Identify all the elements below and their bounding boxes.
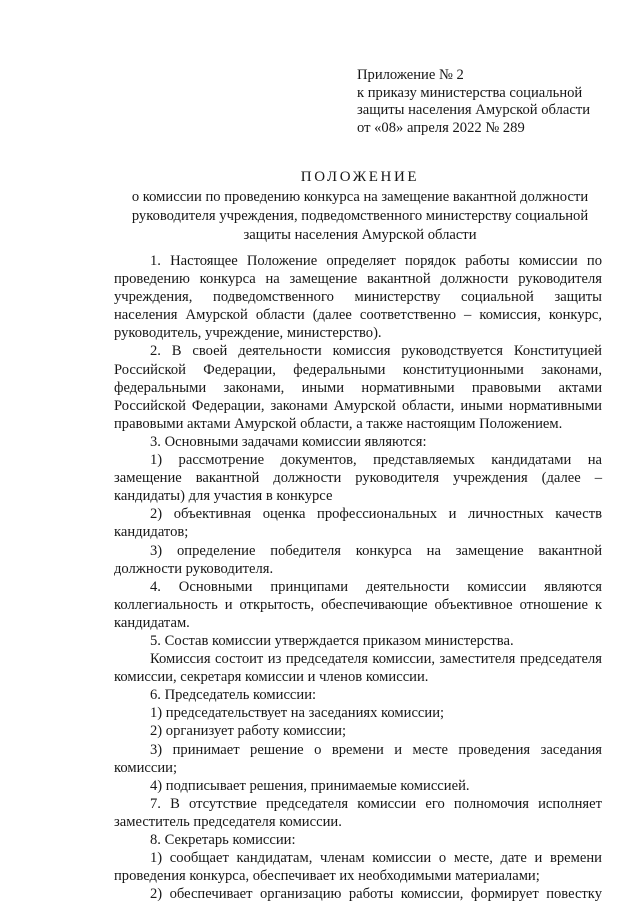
body-line: 3) принимает решение о времени и месте проведения заседания xyxy=(150,741,602,758)
body-line: правовыми актами Амурской области, а также настоящим Положением. xyxy=(114,415,563,432)
body-line: 2) объективная оценка профессиональных и личностных качеств xyxy=(150,506,602,523)
body-line: 7. В отсутствие председателя комиссии его полномочия исполняет xyxy=(150,795,602,812)
body-line: комиссии; xyxy=(114,759,178,776)
body-line: 2) обеспечивает организацию работы комиссии, формирует повестку xyxy=(150,886,602,903)
body-line: комиссии, секретаря комиссии и членов комиссии. xyxy=(114,669,429,686)
document-body xyxy=(114,252,602,903)
body-line: должности руководителя. xyxy=(114,560,274,577)
document-subtitle xyxy=(0,188,640,245)
subtitle-line: о комиссии по проведению конкурса на замещение вакантной должности xyxy=(131,189,589,205)
body-line: 1) сообщает кандидатам, членам комиссии о месте, дате и времени xyxy=(150,850,602,867)
body-line: 1) председательствует на заседаниях комиссии; xyxy=(150,705,445,722)
body-line: 2. В своей деятельности комиссия руководствуется Конституцией xyxy=(150,343,602,360)
body-line: руководитель, учреждение, министерство). xyxy=(114,325,382,342)
body-line: федеральными законами, иными нормативными правовыми актами xyxy=(114,379,602,396)
body-line: 6. Председатель комиссии: xyxy=(150,687,317,704)
body-line: коллегиальность и открытость, обеспечивающие объективное отношение к xyxy=(114,596,602,613)
document-title: ПОЛОЖЕНИЕ xyxy=(300,169,420,185)
body-line: кандидаты) для участия в конкурсе xyxy=(114,488,333,505)
body-line: Российской Федерации, законами Амурской области, иными нормативными xyxy=(114,397,602,414)
body-line: кандидатов; xyxy=(114,524,189,541)
appendix-line: от «08» апреля 2022 № 289 xyxy=(357,119,525,136)
body-line: учреждения, подведомственного министерству социальной защиты xyxy=(114,289,602,306)
subtitle-line: защиты населения Амурской области xyxy=(243,227,477,243)
body-line: 8. Секретарь комиссии: xyxy=(150,832,296,848)
body-line: населения Амурской области (далее соответственно – комиссия, конкурс, xyxy=(114,307,602,324)
body-line: 3. Основными задачами комиссии являются: xyxy=(150,433,427,450)
body-line: замещение вакантной должности руководителя учреждения (далее – xyxy=(114,470,602,487)
appendix-line: к приказу министерства социальной xyxy=(357,84,583,101)
body-line: 1. Настоящее Положение определяет порядок работы комиссии по xyxy=(150,253,602,269)
body-line: проведения конкурса, обеспечивает их необходимыми материалами; xyxy=(114,868,540,885)
body-line: 3) определение победителя конкурса на замещение вакантной xyxy=(150,542,602,559)
body-line: 5. Состав комиссии утверждается приказом министерства. xyxy=(150,632,514,649)
body-line: 4) подписывает решения, принимаемые комиссией. xyxy=(150,777,470,794)
body-line: кандидатам. xyxy=(114,614,190,631)
body-line: 4. Основными принципами деятельности комиссии являются xyxy=(150,578,602,595)
body-line: заместитель председателя комиссии. xyxy=(114,813,342,830)
appendix-line: Приложение № 2 xyxy=(357,67,464,83)
body-line: проведению конкурса на замещение вакантной должности руководителя xyxy=(114,271,602,288)
body-line: Комиссия состоит из председателя комиссии, заместителя председателя xyxy=(150,651,602,668)
body-line: 2) организует работу комиссии; xyxy=(150,723,347,740)
appendix-line: защиты населения Амурской области xyxy=(357,102,591,118)
body-line: 1) рассмотрение документов, представляемых кандидатами на xyxy=(150,452,602,469)
body-line: Российской Федерации, федеральными конституционными законами, xyxy=(114,361,602,378)
appendix-block xyxy=(357,67,590,137)
subtitle-line: руководителя учреждения, подведомственного министерству социальной xyxy=(131,208,589,224)
